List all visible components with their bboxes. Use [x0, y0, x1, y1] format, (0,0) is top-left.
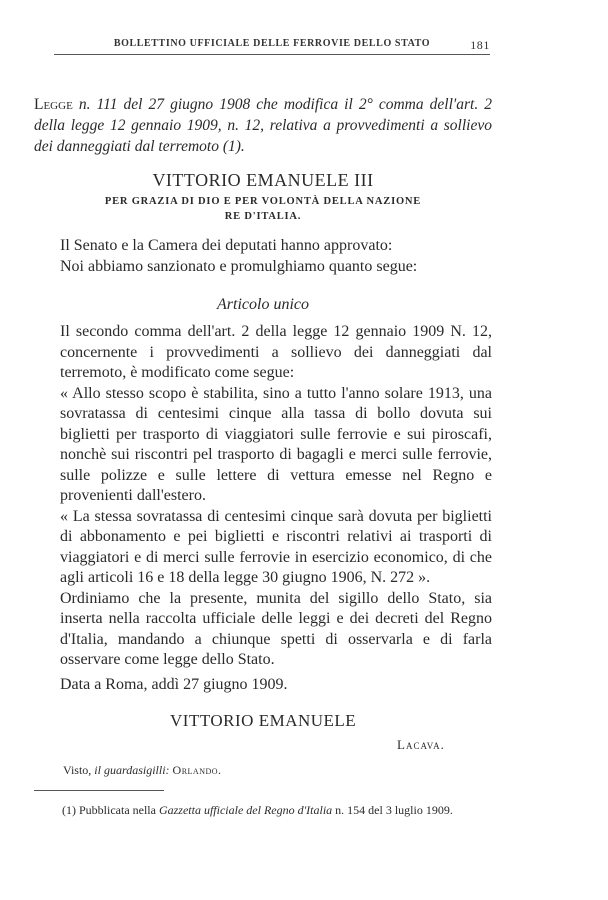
visto-role: il guardasigilli: [94, 763, 170, 777]
footnote-mark: (1) Pubblicata nella [62, 803, 156, 817]
article-body [60, 322, 492, 695]
footnote-divider [34, 790, 164, 791]
preamble-line-1: Il Senato e la Camera dei deputati hanno approvato: [60, 237, 393, 254]
king-signature: VITTORIO EMANUELE [170, 711, 357, 730]
page-number: 181 [470, 38, 490, 52]
running-header [54, 38, 490, 55]
law-title-text: n. 111 del 27 giugno 1908 che modifica il 2° comma dell'art. 2 della legge 12 gennaio 1909, n. 12, relativa a provvedimenti a sollievo dei danneggiati dal terremoto (1). [34, 96, 492, 155]
law-prefix: Legge [34, 96, 73, 113]
preamble-line-2: Noi abbiamo sanzionato e promulghiamo quanto segue: [60, 257, 418, 275]
king-name: VITTORIO EMANUELE III [152, 170, 374, 190]
bulletin-title: BOLLETTINO UFFICIALE DELLE FERROVIE DELLO STATO [113, 38, 431, 49]
paragraph-1: Il secondo comma dell'art. 2 della legge 12 gennaio 1909 N. 12, concernente i provvedimenti a sollievo dei danneggiati dal terremoto, è modificato come segue: [60, 323, 492, 381]
visto-line [63, 763, 222, 778]
visto-name: Orlando. [172, 763, 222, 777]
paragraph-2: « Allo stesso scopo è stabilita, sino a tutto l'anno solare 1913, una sovratassa di centesimi cinque alla tassa di bollo dovuta sui biglietti per trasporto di viaggiatori sulle ferrovie e sui piroscafi, nonchè sui riscontri pel trasporto di bagagli e merci sulle ferrovie, sulle polizze e sulle lettere di vettura emesse nel Regno e provenienti dall'estero. [60, 384, 492, 504]
countersignature: Lacava. [397, 737, 445, 752]
grace-line-2: RE D'ITALIA. [224, 211, 302, 222]
paragraph-4: Ordiniamo che la presente, munita del sigillo dello Stato, sia inserta nella raccolta ufficiale delle leggi e dei decreti del Regno d'Italia, mandando a chiunque spetti di osservarla e di farla osservare come legge dello Stato. [60, 589, 492, 668]
footnote-rest: n. 154 del 3 luglio 1909. [335, 803, 453, 817]
paragraph-3: « La stessa sovratassa di centesimi cinque sarà dovuta per biglietti di abbonamento e pei biglietti e riscontri relativi ai trasporti di viaggiatori e di merci sulle ferrovie in esercizio economico, di che agli articoli 16 e 18 della legge 30 giugno 1906, N. 272 ». [60, 507, 492, 586]
preamble [60, 236, 492, 277]
date-line: Data a Roma, addì 27 giugno 1909. [60, 675, 288, 693]
footnote-source: Gazzetta ufficiale del Regno d'Italia [158, 803, 333, 817]
footnote [34, 802, 492, 819]
grace-formula [34, 194, 492, 224]
visto-prefix: Visto, [63, 763, 92, 777]
law-title [34, 94, 492, 157]
grace-line-1: PER GRAZIA DI DIO E PER VOLONTÀ DELLA NAZIONE [104, 196, 422, 207]
article-heading: Articolo unico [217, 296, 309, 313]
